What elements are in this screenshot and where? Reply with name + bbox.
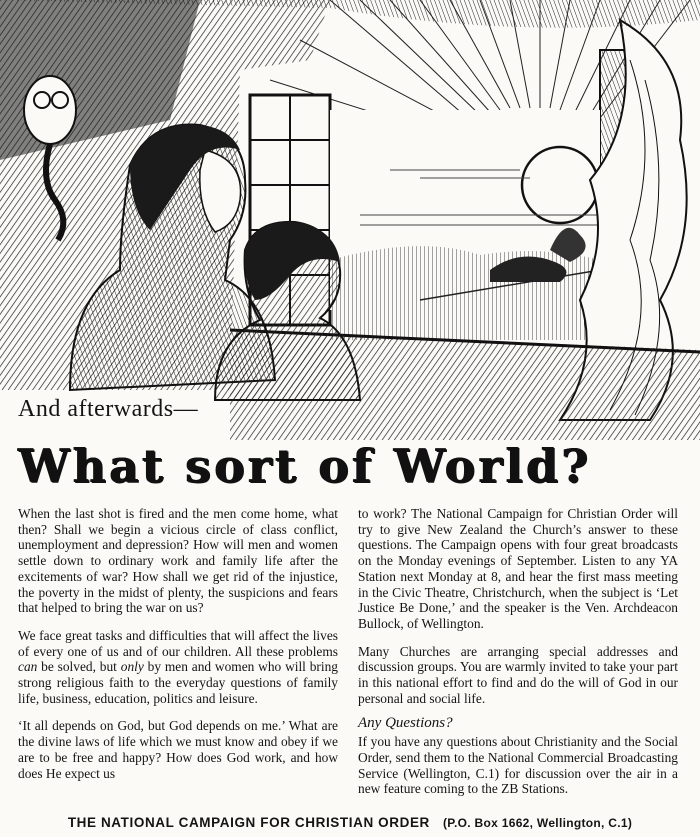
paragraph: Many Churches are arranging special addresses and discussion groups. You are warmly invited to take your part in this national effort to find and do the will of God in our personal and social life. [358,643,678,706]
postal-address: (P.O. Box 1662, Wellington, C.1) [442,816,633,830]
emphasis: only [120,659,144,675]
headline: What sort of World? [18,439,592,493]
paragraph [18,628,338,707]
paragraph: to work? The National Campaign for Christian Order will try to give New Zealand the Church’s answer to these questions. The Campaign opens with four great broadcasts on the Monday evenings of September. Listen to any YA Station next Monday at 8, and hear the first mass meeting in the Civic Theatre, Christchurch, when the subject is ‘Let Justice Be Done,’ and the speaker is the Ven. Archdeacon Bullock, of Wellington. [358,506,678,631]
text-run: be solved, but [37,659,121,675]
left-column [18,506,338,793]
paragraph: When the last shot is fired and the men come home, what then? Shall we begin a vicious circle of class conflict, unemployment and depression? How will men and women settle down to ordinary work and family life after the excitements of war? How shall we get rid of the injustice, the poverty in the midst of plenty, the suspicions and fears that helped to bring the war on us? [18,506,338,616]
right-column [358,506,678,809]
footer [0,815,700,830]
text-run: We face great tasks and difficulties that will affect the lives of every one of us and of our children. All these problems [18,627,338,659]
paragraph: ‘It all depends on God, but God depends on me.’ What are the divine laws of life which we must know and obey if we are to be free and happy? How does God work, and how does He expect us [18,718,338,781]
text-run: by men and women who will bring strong religious faith to the everyday questions of family life, business, education, politics and leisure. [18,659,339,706]
emphasis: can [18,659,38,675]
paragraph: If you have any questions about Christianity and the Social Order, send them to the National Commercial Broadcasting Service (Wellington, C.1) for discussion over the air in a new feature coming to the ZB Stations. [358,734,678,797]
organization-name: THE NATIONAL CAMPAIGN FOR CHRISTIAN ORDER [67,815,430,830]
subheading: Any Questions? [358,715,453,732]
kicker: And afterwards— [18,396,199,422]
